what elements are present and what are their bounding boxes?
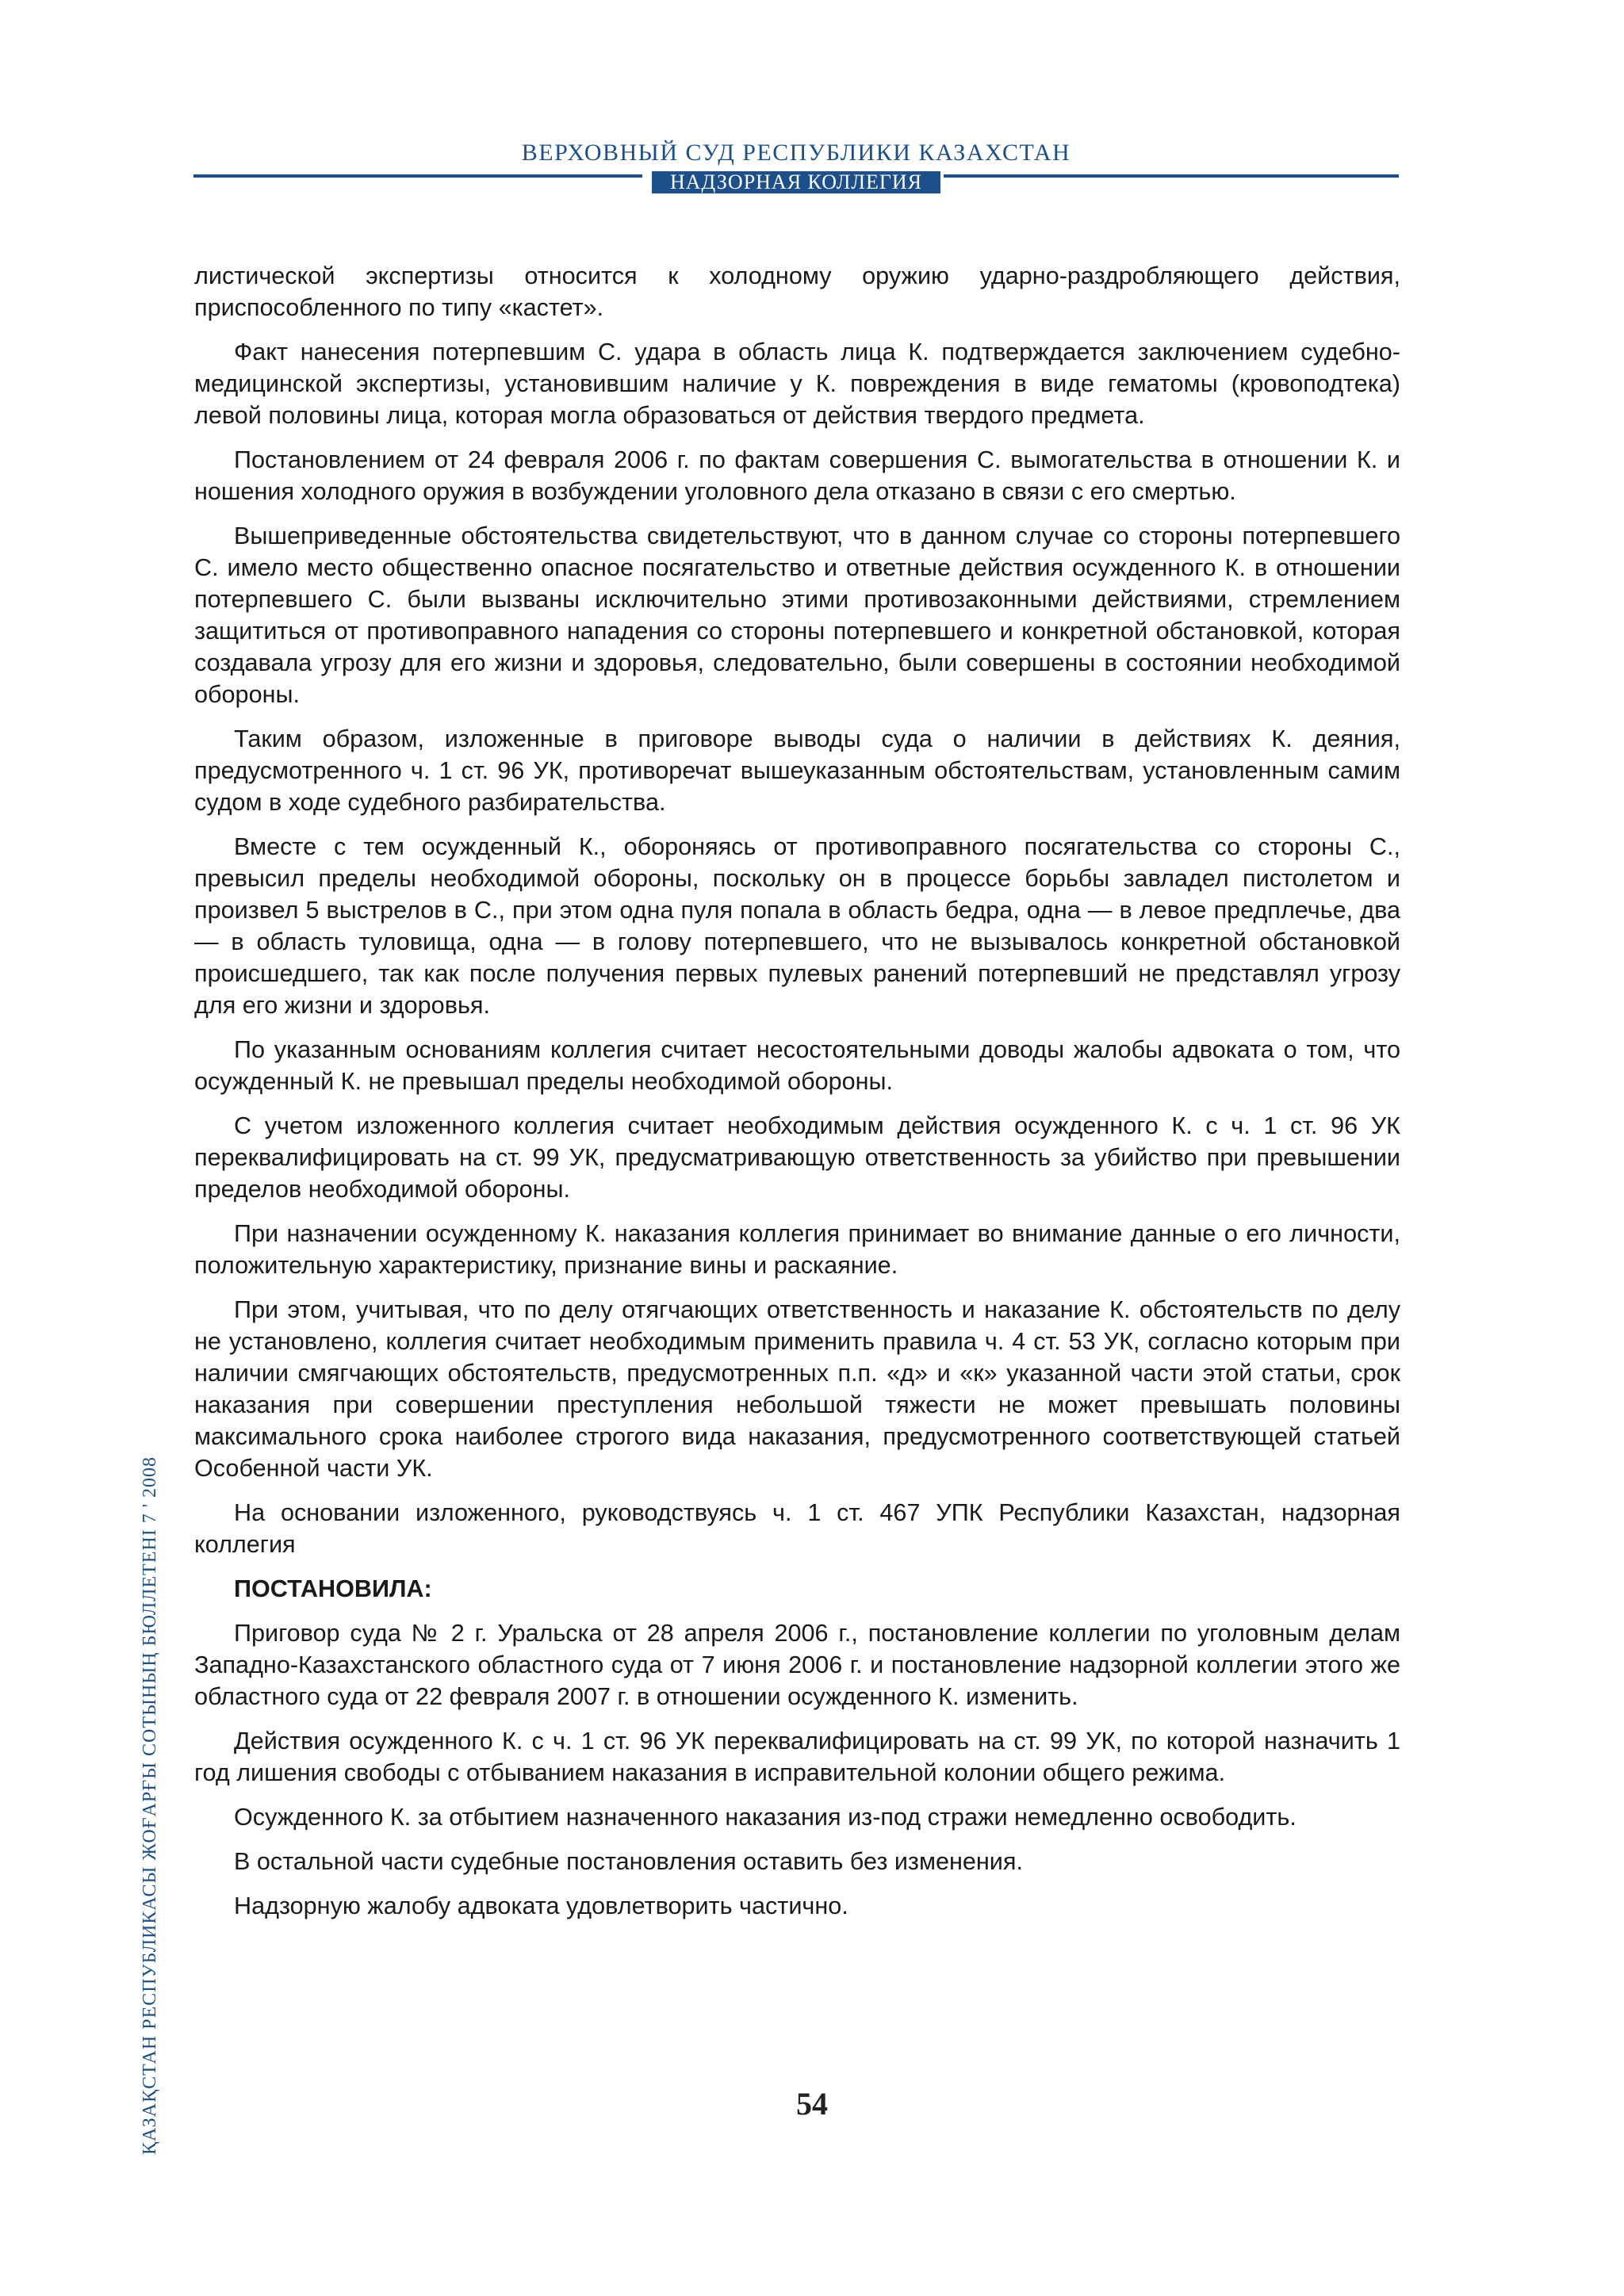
header-subtitle: НАДЗОРНАЯ КОЛЛЕГИЯ (652, 171, 940, 193)
paragraph: Вышеприведенные обстоятельства свидетельствуют, что в данном случае со стороны потерпевшего С. имело место общественно опасное посягательство и ответные действия осужденного К. в отношении потерпевшего С. были вызваны исключительно этими противозаконными действиями, стремлением защититься от противоправного нападения со стороны потерпевшего и конкретной обстановкой, которая создавала угрозу для его жизни и здоровья, следовательно, были совершены в состоянии необходимой обороны. (194, 522, 1400, 708)
paragraph: Осужденного К. за отбытием назначенного наказания из-под стражи немедленно освободить. (234, 1804, 1297, 1831)
paragraph: Надзорную жалобу адвоката удовлетворить частично. (234, 1892, 848, 1919)
document-body (194, 260, 1400, 1934)
header-title: ВЕРХОВНЫЙ СУД РЕСПУБЛИКИ КАЗАХСТАН (521, 140, 1071, 166)
paragraph: С учетом изложенного коллегия считает необходимым действия осужденного К. с ч. 1 ст. 96 УК переквалифицировать на ст. 99 УК, предусматривающую ответственность за убийство при превышении пределов необходимой обороны. (194, 1112, 1400, 1203)
paragraph: По указанным основаниям коллегия считает несостоятельными доводы жалобы адвоката о том, что осужденный К. не превышал пределы необходимой обороны. (194, 1036, 1400, 1095)
journal-side-title: ҚАЗАҚСТАН РЕСПУБЛИКАСЫ ЖОҒАРҒЫ СОТЫНЫҢ БЮЛЛЕТЕНІ 7 ' 2008 (140, 1456, 160, 2155)
paragraph: В остальной части судебные постановления оставить без изменения. (234, 1848, 1023, 1875)
paragraph: Факт нанесения потерпевшим С. удара в область лица К. подтверждается заключением судебно-медицинской экспертизы, установившим наличие у К. повреждения в виде гематомы (кровоподтека) левой половины лица, которая могла образоваться от действия твердого предмета. (194, 339, 1400, 429)
paragraph: Действия осужденного К. с ч. 1 ст. 96 УК переквалифицировать на ст. 99 УК, по которой назначить 1 год лишения свободы с отбыванием наказания в исправительной колонии общего режима. (194, 1728, 1400, 1786)
paragraph: При этом, учитывая, что по делу отягчающих ответственность и наказание К. обстоятельств по делу не установлено, коллегия считает необходимым применить правила ч. 4 ст. 53 УК, согласно которым при наличии смягчающих обстоятельств, предусмотренных п.п. «д» и «к» указанной части этой статьи, срок наказания при совершении преступления небольшой тяжести не может превышать половины максимального срока наиболее строгого вида наказания, предусмотренного соответствующей статьей Особенной части УК. (194, 1296, 1400, 1482)
paragraph: На основании изложенного, руководствуясь ч. 1 ст. 467 УПК Республики Казахстан, надзорная коллегия (194, 1499, 1400, 1558)
paragraph: Приговор суда № 2 г. Уральска от 28 апреля 2006 г., постановление коллегии по уголовным делам Западно-Казахстанского областного суда от 7 июня 2006 г. и постановление надзорной коллегии этого же областного суда от 22 февраля 2007 г. в отношении осужденного К. изменить. (194, 1620, 1400, 1710)
paragraph: При назначении осужденному К. наказания коллегия принимает во внимание данные о его личности, положительную характеристику, признание вины и раскаяние. (194, 1220, 1400, 1279)
paragraph: листической экспертизы относится к холодному оружию ударно-раздробляющего действия, приспособленного по типу «кастет». (194, 262, 1400, 321)
resolution-heading: ПОСТАНОВИЛА: (234, 1575, 432, 1602)
header-rule-right (944, 174, 1399, 178)
page-header (193, 135, 1399, 206)
header-rule-left (193, 174, 642, 178)
paragraph: Постановлением от 24 февраля 2006 г. по фактам совершения С. вымогательства в отношении К. и ношения холодного оружия в возбуждении уголовного дела отказано в связи с его смертью. (194, 446, 1400, 505)
paragraph: Таким образом, изложенные в приговоре выводы суда о наличии в действиях К. деяния, предусмотренного ч. 1 ст. 96 УК, противоречат вышеуказанным обстоятельствам, установленным самим судом в ходе судебного разбирательства. (194, 725, 1400, 816)
paragraph: Вместе с тем осужденный К., обороняясь от противоправного посягательства со стороны С., превысил пределы необходимой обороны, поскольку он в процессе борьбы завладел пистолетом и произвел 5 выстрелов в С., при этом одна пуля попала в область бедра, одна — в левое предплечье, два — в область туловища, одна — в голову потерпевшего, что не вызывалось конкретной обстановкой происшедшего, так как после получения первых пулевых ранений потерпевший не представлял угрозу для его жизни и здоровья. (194, 833, 1400, 1019)
page-number: 54 (796, 2086, 828, 2122)
